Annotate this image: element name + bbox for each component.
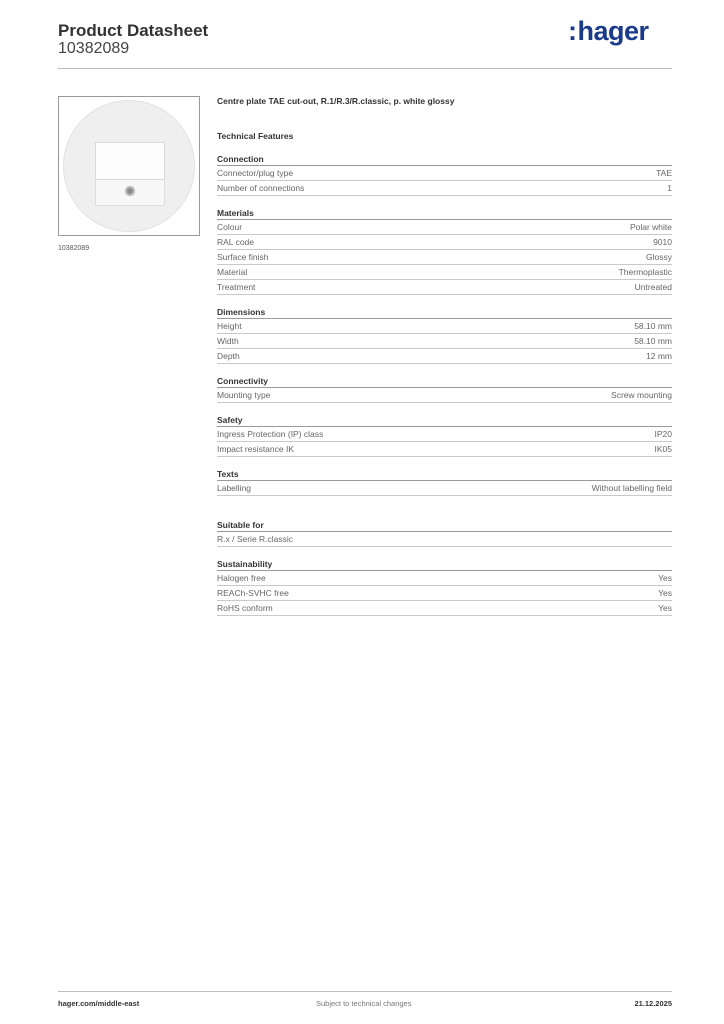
spec-label: Material: [217, 267, 248, 277]
spec-label: Width: [217, 336, 239, 346]
spec-value: 58.10 mm: [634, 321, 672, 331]
spec-label: Ingress Protection (IP) class: [217, 429, 324, 439]
section-title: Texts: [217, 468, 672, 481]
section-title: Connection: [217, 153, 672, 166]
spec-value: Untreated: [634, 282, 672, 292]
spec-value: Screw mounting: [611, 390, 672, 400]
logo-text: hager: [577, 16, 649, 46]
spec-row: [217, 442, 672, 457]
footer-notice: Subject to technical changes: [316, 999, 412, 1008]
footer-website: hager.com/middle-east: [58, 999, 140, 1008]
spec-row: [217, 265, 672, 280]
screw-icon: [125, 186, 135, 196]
spec-label: R.x / Serie R.classic: [217, 534, 294, 544]
image-caption: 10382089: [58, 245, 90, 252]
spec-label: Connector/plug type: [217, 168, 294, 178]
spec-row: [217, 571, 672, 586]
plate-cutout: [95, 142, 165, 180]
spec-value: Yes: [658, 588, 672, 598]
feature-sections: [217, 153, 672, 496]
spec-label: Height: [217, 321, 242, 331]
section-title: Sustainability: [217, 558, 672, 571]
section-suitable-for: [217, 519, 672, 547]
spec-value: Thermoplastic: [618, 267, 672, 277]
footer-date: 21.12.2025: [634, 999, 672, 1008]
section-title: Suitable for: [217, 519, 672, 532]
plate-plug-area: [95, 180, 165, 206]
section-title: Materials: [217, 207, 672, 220]
spec-label: RoHS conform: [217, 603, 273, 613]
product-number: 10382089: [58, 40, 130, 57]
section-texts: [217, 468, 672, 496]
spec-row: [217, 532, 672, 547]
spec-value: 12 mm: [646, 351, 672, 361]
spec-row: [217, 280, 672, 295]
technical-features-heading: Technical Features: [217, 131, 294, 141]
spec-row: [217, 334, 672, 349]
spec-value: 58.10 mm: [634, 336, 672, 346]
spec-label: Colour: [217, 222, 243, 232]
spec-value: TAE: [656, 168, 672, 178]
spec-label: Impact resistance IK: [217, 444, 295, 454]
spec-row: [217, 349, 672, 364]
spec-label: Halogen free: [217, 573, 266, 583]
spec-value: 9010: [653, 237, 672, 247]
spec-value: Glossy: [646, 252, 672, 262]
section-connectivity: [217, 375, 672, 403]
spec-label: Labelling: [217, 483, 252, 493]
spec-row: [217, 250, 672, 265]
product-title: Centre plate TAE cut-out, R.1/R.3/R.classic, p. white glossy: [217, 96, 455, 106]
spec-label: Depth: [217, 351, 240, 361]
spec-value: IP20: [654, 429, 672, 439]
hager-logo: [568, 16, 649, 47]
spec-value: Polar white: [629, 222, 672, 232]
spec-row: [217, 427, 672, 442]
footer-divider: [58, 991, 672, 992]
section-materials: [217, 207, 672, 295]
spec-label: Number of connections: [217, 183, 305, 193]
spec-row: [217, 319, 672, 334]
spec-label: RAL code: [217, 237, 255, 247]
product-image: [58, 96, 200, 236]
spec-label: Surface finish: [217, 252, 269, 262]
section-title: Dimensions: [217, 306, 672, 319]
centre-plate-graphic: [63, 100, 195, 232]
section-title: Connectivity: [217, 375, 672, 388]
spec-label: Treatment: [217, 282, 256, 292]
spec-value: IK05: [654, 444, 672, 454]
page-title: Product Datasheet: [58, 21, 209, 40]
spec-value: Yes: [658, 603, 672, 613]
spec-row: [217, 586, 672, 601]
section-gap: [217, 507, 672, 519]
extra-sections: [217, 519, 672, 616]
spec-row: [217, 481, 672, 496]
spec-label: Mounting type: [217, 390, 271, 400]
spec-row: [217, 388, 672, 403]
header-divider: [58, 68, 672, 69]
datasheet-content: [217, 96, 672, 627]
section-title: Safety: [217, 414, 672, 427]
logo-colon: :: [568, 16, 577, 46]
section-safety: [217, 414, 672, 457]
spec-row: [217, 181, 672, 196]
spec-label: REACh-SVHC free: [217, 588, 289, 598]
spec-row: [217, 601, 672, 616]
section-connection: [217, 153, 672, 196]
spec-value: Yes: [658, 573, 672, 583]
spec-value: 1: [667, 183, 672, 193]
spec-row: [217, 220, 672, 235]
spec-row: [217, 235, 672, 250]
spec-value: Without labelling field: [591, 483, 672, 493]
section-sustainability: [217, 558, 672, 616]
spec-row: [217, 166, 672, 181]
section-dimensions: [217, 306, 672, 364]
